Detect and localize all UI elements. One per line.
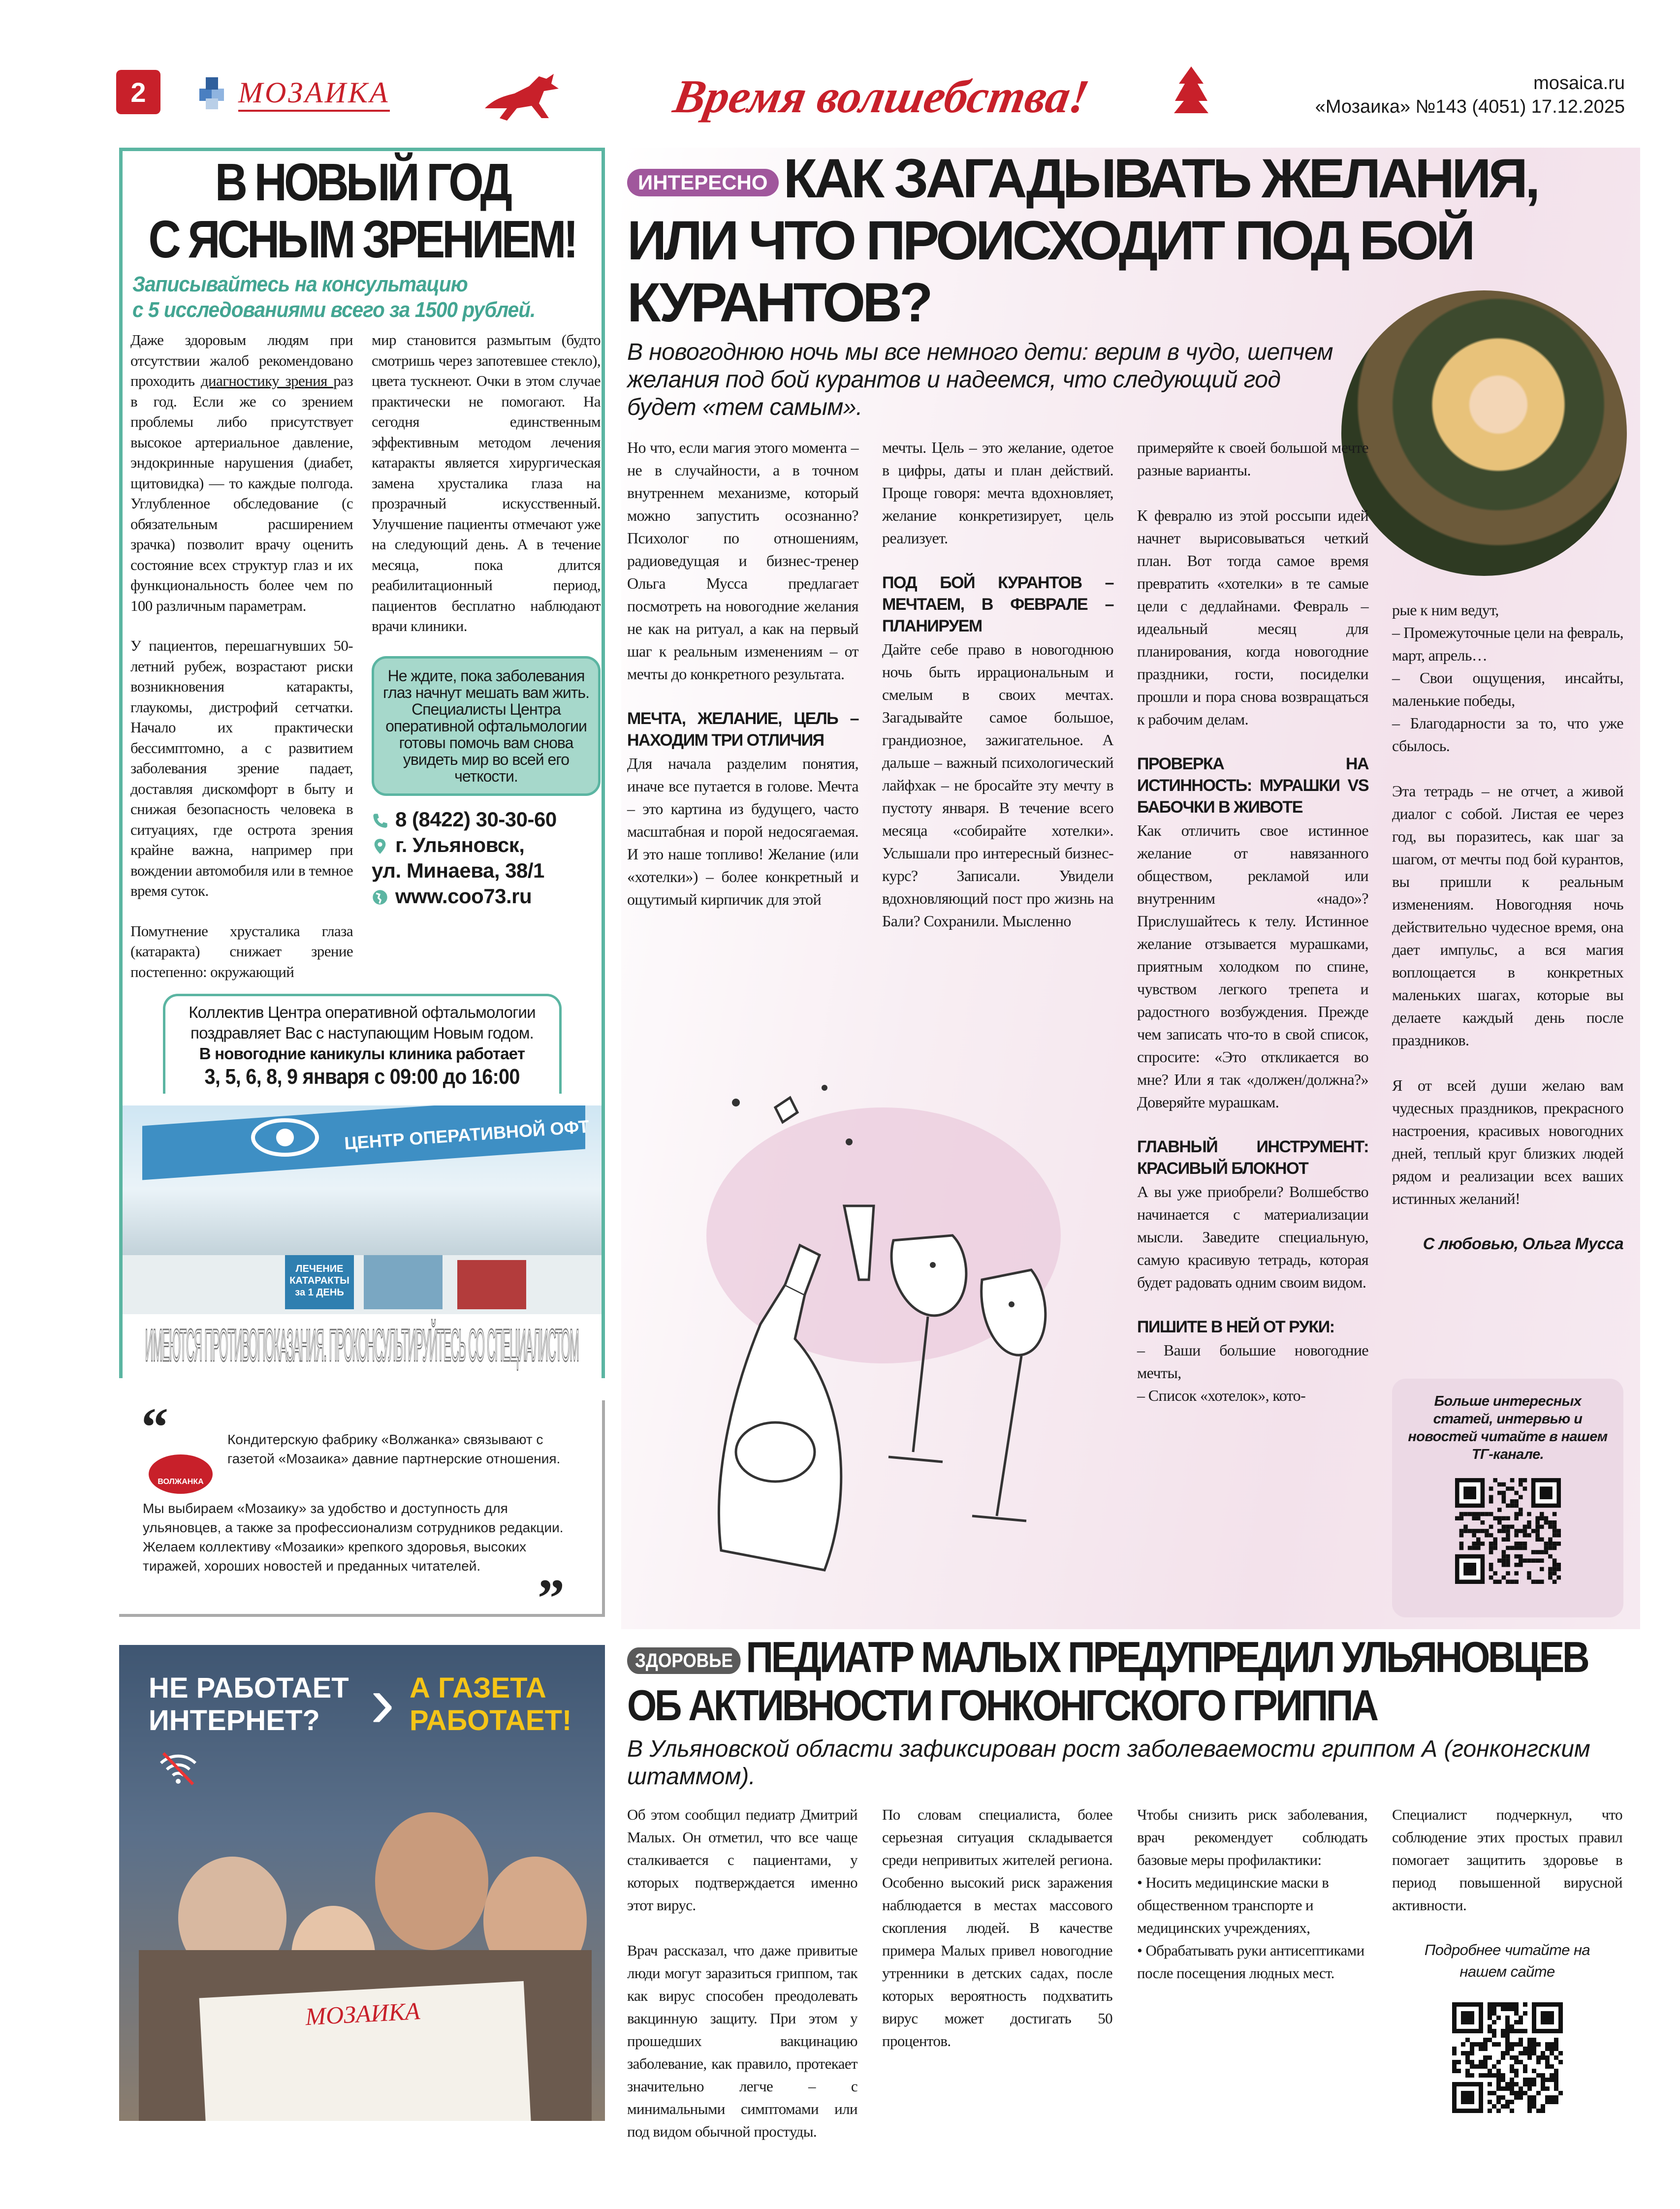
ad-callout: Не ждите, пока заболевания глаз начнут мешать вам жить. Специалисты Центра оперативной офтальмологии готовы помочь вам снова увидеть мир во всей его четкости. — [372, 656, 601, 796]
qr-code-icon[interactable] — [1455, 1478, 1561, 1584]
site-url[interactable]: mosaica.ru — [1533, 73, 1625, 94]
article-lead: В новогоднюю ночь мы все немного дети: верим в чудо, шепчем желания под бой курантов и надеемся, что следующий год будет «тем самым». — [627, 339, 1333, 420]
subheading: МЕЧТА, ЖЕЛАНИЕ, ЦЕЛЬ – НАХОДИМ ТРИ ОТЛИЧИЯ — [627, 709, 858, 750]
holiday-hours: 3, 5, 6, 8, 9 января с 09:00 до 16:00 — [204, 1065, 520, 1089]
ad-paragraph: У пациентов, перешагнувших 50-летний рубеж, возрастают риски возникновения катаракты, глаукомы, дистрофий сетчатки. Начало их практически бессимптомно, а с развитием заболевания зрение падает, доставляя дискомфорт в быту и снижая безопасность человека в ситуациях, где острота зрения крайне важна, например при вождении автомобиля или в темное время суток. — [130, 637, 353, 899]
ad-title — [123, 151, 602, 268]
qr-code-icon[interactable] — [1452, 2002, 1563, 2113]
eye-clinic-ad — [119, 148, 605, 1378]
location-pin-icon — [372, 838, 388, 854]
article2-column-3: Чтобы снизить риск заболевания, врач рекомендует соблюдать базовые меры профилактики: • Носить медицинские маски в общественном транспорте и медицинских учреждениях, • Обрабатывать руки антисептиками после посещения людных мест. — [1137, 1803, 1367, 2007]
subheading: ГЛАВНЫЙ ИНСТРУМЕНТ: КРАСИВЫЙ БЛОКНОТ — [1137, 1137, 1368, 1178]
phone-number[interactable]: 8 (8422) 30-30-60 — [395, 807, 557, 831]
open-quote-icon: “ — [141, 1397, 168, 1457]
building-sign: ЦЕНТР ОПЕРАТИВНОЙ ОФТ — [344, 1116, 590, 1154]
list-item: – Ваши большие новогодние мечты, — [1137, 1341, 1368, 1382]
article2-column-1: Об этом сообщил педиатр Дмитрий Малых. Он отметил, что все чаще сталкивается с пациентами, у которых подтверждается именно этот вирус. Врач рассказал, что даже привитые люди могут заразиться гриппом, так как вирус способен преодолевать вакцинную защиту. При этом у прошедших вакцинацию заболевание, как правило, протекает значительно легче – с минимальными симптомами или под видом обычной простуды. — [627, 1806, 857, 2140]
volzhanka-partner-note: “ ВОЛЖАНКА Кондитерскую фабрику «Волжанка» связывают с газетой «Мозаика» давние партнерские отношения. Мы выбираем «Мозаику» за удобство и доступность для ульяновцев, а также за профессионализм сотрудников редакции. Желаем коллективу «Мозаики» крепкого здоровья, высоких тиражей, хороших новостей и преданных читателей. ” — [119, 1400, 605, 1617]
article-2 — [627, 1633, 1641, 2143]
ad-subtitle: Записывайтесь на консультацию с 5 исследованиями всего за 1500 рублей. — [132, 272, 536, 322]
category-tag[interactable]: ИНТЕРЕСНО — [627, 169, 779, 196]
ad-paragraph: Помутнение хрусталика глаза (катаракта) снижает зрение постепенно: окружающий — [130, 922, 353, 980]
clinic-building-photo — [123, 1105, 602, 1314]
window-sign: ЛЕЧЕНИЕ КАТАРАКТЫ за 1 ДЕНЬ — [285, 1255, 354, 1309]
more-on-site: Подробнее читайте на нашем сайте — [1424, 1941, 1590, 1980]
newspaper-promo-ad: НЕ РАБОТАЕТ ИНТЕРНЕТ? › А ГАЗЕТА РАБОТАЕТ! МОЗАИКА — [119, 1645, 605, 2121]
diagnostics-link[interactable]: диагностику зрения — [200, 372, 334, 389]
article-column-4: рые к ним ведут, – Промежуточные цели на февраль, март, апрель… – Свои ощущения, инсайты, маленькие победы, – Благодарности за то, что уже сбылось. Эта тетрадь – не отчет, а живой диалог с собой. Листая ее через год, вы поразитесь, как шаг за шагом, от мечты под бой курантов, вы пришли к реальным изменениям. Новогодняя ночь действительно чудесное время, она дает импульс, а вся магия воплощается в конкретных маленьких шагах, которые вы делаете каждый день после праздников. Я от всей души желаю вам чудесных праздников, прекрасного настроения, красивых новогодних дней, теплый круг близких людей рядом и реализации всех ваших истинных желаний! С любовью, Ольга Мусса Больше интересных статей, интервью и новостей читайте в нашем ТГ-канале. — [1392, 436, 1623, 1617]
address-line: г. Ульяновск, — [395, 833, 525, 856]
list-item: – Благодарности за то, что уже сбылось. — [1392, 714, 1623, 755]
article2-column-2: По словам специалиста, более серьезная ситуация складывается среди непривитых жителей региона. Особенно высокий риск заражения наблюдается в местах массового скопления людей. В качестве примера Малых привел новогодние утренники в детских садах, после которых вероятность подхватить вирус может достигать 50 процентов. — [882, 1806, 1112, 2050]
volzhanka-logo: ВОЛЖАНКА — [149, 1454, 213, 1494]
article-1 — [627, 148, 1641, 1617]
contacts — [372, 807, 601, 909]
ad-paragraph: мир становится размытым (будто смотришь через запотевшее стекло), цвета тускнеют. Очки в этом случае практически не помогают. На сегодня единственным эффективным методом лечения катаракты является хирургическая замена хрусталика глаза на прозрачный искусственный. Улучшение пациенты отмечают уже на следующий день. А в течение месяца, пока длится реабилитационный период, пациентов бесплатно наблюдают врачи клиники. — [372, 331, 601, 634]
ad-column-1 — [130, 330, 353, 982]
signature: С любовью, Ольга Мусса — [1423, 1234, 1623, 1253]
category-tag[interactable]: ЗДОРОВЬЕ — [627, 1647, 741, 1674]
list-item: • Обрабатывать руки антисептиками после посещения людных мест. — [1137, 1942, 1364, 1982]
ad-column-2 — [372, 330, 601, 982]
phone-icon — [372, 812, 388, 829]
list-item: – Свои ощущения, инсайты, маленькие победы, — [1392, 669, 1623, 709]
list-item: – Список «хотелок», кото- — [1137, 1387, 1306, 1404]
article-column-3: примеряйте к своей большой мечте разные варианты. К февралю из этой россыпи идей начнет вырисовываться четкий план. Вот тогда самое время превратить «хотелки» в те самые цели с дедлайнами. Февраль – идеальный месяц для планирования, когда новогодние праздники, гости, посиделки прошли и пора снова возвращаться к рабочим делам. ПРОВЕРКА НА ИСТИННОСТЬ: МУРАШКИ VS БАБОЧКИ В ЖИВОТЕ Как отличить свое истинное желание от навязанного обществом, рекламой или внутренним «надо»? Прислушайтесь к телу. Истинное желание отзывается мурашками, приятным холодком по спине, чувством легкого трепета и радостного возбуждения. Прежде чем записать что-то в свой список, спросите: «Это откликается во мне? Или я так «должен/должна?» Доверяйте мурашкам. ГЛАВНЫЙ ИНСТРУМЕНТ: КРАСИВЫЙ БЛОКНОТ А вы уже приобрели? Волшебство начинается с материализации мысли. Заведите специальную, самую красивую тетрадь, которая будет радовать одним своим видом. ПИШИТЕ В НЕЙ ОТ РУКИ: – Ваши большие новогодние мечты, – Список «хотелок», кото- — [1137, 436, 1368, 1407]
issue-info: «Мозаика» №143 (4051) 17.12.2025 — [1315, 96, 1625, 117]
subheading: ПОД БОЙ КУРАНТОВ – МЕЧТАЕМ, В ФЕВРАЛЕ – ПЛАНИРУЕМ — [882, 573, 1113, 635]
page-number: 2 — [116, 70, 160, 114]
ad-title-line: С ЯСНЫМ ЗРЕНИЕМ! — [148, 209, 576, 269]
disclaimer: ИМЕЮТСЯ ПРОТИВОПОКАЗАНИЯ. ПРОКОНСУЛЬТИРУЙТЕСЬ СО СПЕЦИАЛИСТОМ — [145, 1320, 579, 1371]
ad-title-line: В НОВЫЙ ГОД — [215, 152, 509, 212]
list-item: – Промежуточные цели на февраль, март, апрель… — [1392, 624, 1623, 664]
article-column-1: Но что, если магия этого момента – не в случайности, а в точном внутреннем механизме, который можно запустить осознанно? Психолог по отношениям, радиоведущая и бизнес-тренер Ольга Мусса предлагает посмотреть на новогодние желания не как на ритуал, а как на первый шаг к реальным изменениям – от мечты до конкретного результата. МЕЧТА, ЖЕЛАНИЕ, ЦЕЛЬ – НАХОДИМ ТРИ ОТЛИЧИЯ Для начала разделим понятия, иначе все путается в голове. Мечта – это картина из будущего, часто масштабная и порой недосягаемая. И это наше топливо! Желание (или «хотелки») – более конкретный и ощутимый кирпичик для этой — [627, 439, 858, 908]
article-column-2: мечты. Цель – это желание, одетое в цифры, даты и план действий. Проще говоря: мечта вдохновляет, желание конкретизирует, цель реализует. ПОД БОЙ КУРАНТОВ – МЕЧТАЕМ, В ФЕВРАЛЕ – ПЛАНИРУЕМ Дайте себе право в новогоднюю ночь быть иррациональным и смелым в своих мечтах. Загадывайте самое большое, грандиозное, зажигательное. А дальше – важный психологический лайфхак – не бросайте эту мечту в пустоту января. В течение всего месяца «собирайте хотелки». Услышали про интересный бизнес-курс? Записали. Увидели вдохновляющий пост про жизнь на Бали? Сохранили. Мысленно — [882, 439, 1113, 930]
horse-icon — [480, 69, 564, 123]
chevron-right-icon: › — [370, 1660, 395, 1743]
article-headline: ИНТЕРЕСНО КАК ЗАГАДЫВАТЬ ЖЕЛАНИЯ, ИЛИ ЧТО ПРОИСХОДИТ ПОД БОЙ КУРАНТОВ? — [627, 148, 1538, 333]
disclaimer-box — [123, 1314, 602, 1378]
subheading: ПРОВЕРКА НА ИСТИННОСТЬ: МУРАШКИ VS БАБОЧКИ В ЖИВОТЕ — [1137, 755, 1368, 817]
close-quote-icon: ” — [538, 1568, 565, 1628]
holiday-hours-box: Коллектив Центра оперативной офтальмологии поздравляет Вас с наступающим Новым годом. В новогодние каникулы клиника работает 3, 5, 6, 8, 9 января с 09:00 до 16:00 — [163, 994, 562, 1094]
newspaper-image: МОЗАИКА — [199, 1981, 532, 2121]
telegram-promo[interactable]: Больше интересных статей, интервью и новостей читайте в нашем ТГ-канале. — [1392, 1379, 1623, 1617]
article2-headline: ЗДОРОВЬЕ ПЕДИАТР МАЛЫХ ПРЕДУПРЕДИЛ УЛЬЯНОВЦЕВ ОБ АКТИВНОСТИ ГОНКОНГСКОГО ГРИППА — [627, 1633, 1588, 1730]
article2-column-4: Специалист подчеркнул, что соблюдение этих простых правил помогает защитить здоровье в период повышенной вирусной активности. Подробнее читайте на нашем сайте — [1392, 1803, 1622, 2119]
globe-icon — [372, 889, 388, 906]
address-line: ул. Минаева, 38/1 — [372, 858, 544, 882]
list-item: рые к ним ведут, — [1392, 601, 1499, 619]
eye-logo-icon — [251, 1115, 319, 1160]
ad-paragraph: Даже здоровым людям при отсутствии жалоб рекомендовано проходить диагностику зрения раз в год. Если же со зрением проблемы либо присутствует высокое артериальное давление, эндокринные нарушения (диабет, щитовидка) — то каждые полгода. Углубленное обследование (с обязательным расширением зрачка) позволит врачу оценить состояние всех структур глаз и их функциональность более чем по 100 различным параметрам. — [130, 331, 353, 614]
article2-lead: В Ульяновской области зафиксирован рост заболеваемости гриппом А (гонконгским штаммом). — [627, 1736, 1590, 1790]
subheading: ПИШИТЕ В НЕЙ ОТ РУКИ: — [1137, 1318, 1334, 1336]
mozaika-logo[interactable] — [197, 74, 390, 113]
logo-text: МОЗАИКА — [238, 76, 390, 112]
cubes-logo-icon — [197, 76, 231, 111]
list-item: • Носить медицинские маски в общественном транспорте и медицинских учреждениях, — [1137, 1874, 1329, 1936]
wifi-off-icon — [158, 1751, 198, 1785]
christmas-tree-icon — [1174, 66, 1208, 118]
website-link[interactable]: www.coo73.ru — [395, 884, 532, 908]
slogan: Время волшебства! — [669, 70, 1093, 123]
